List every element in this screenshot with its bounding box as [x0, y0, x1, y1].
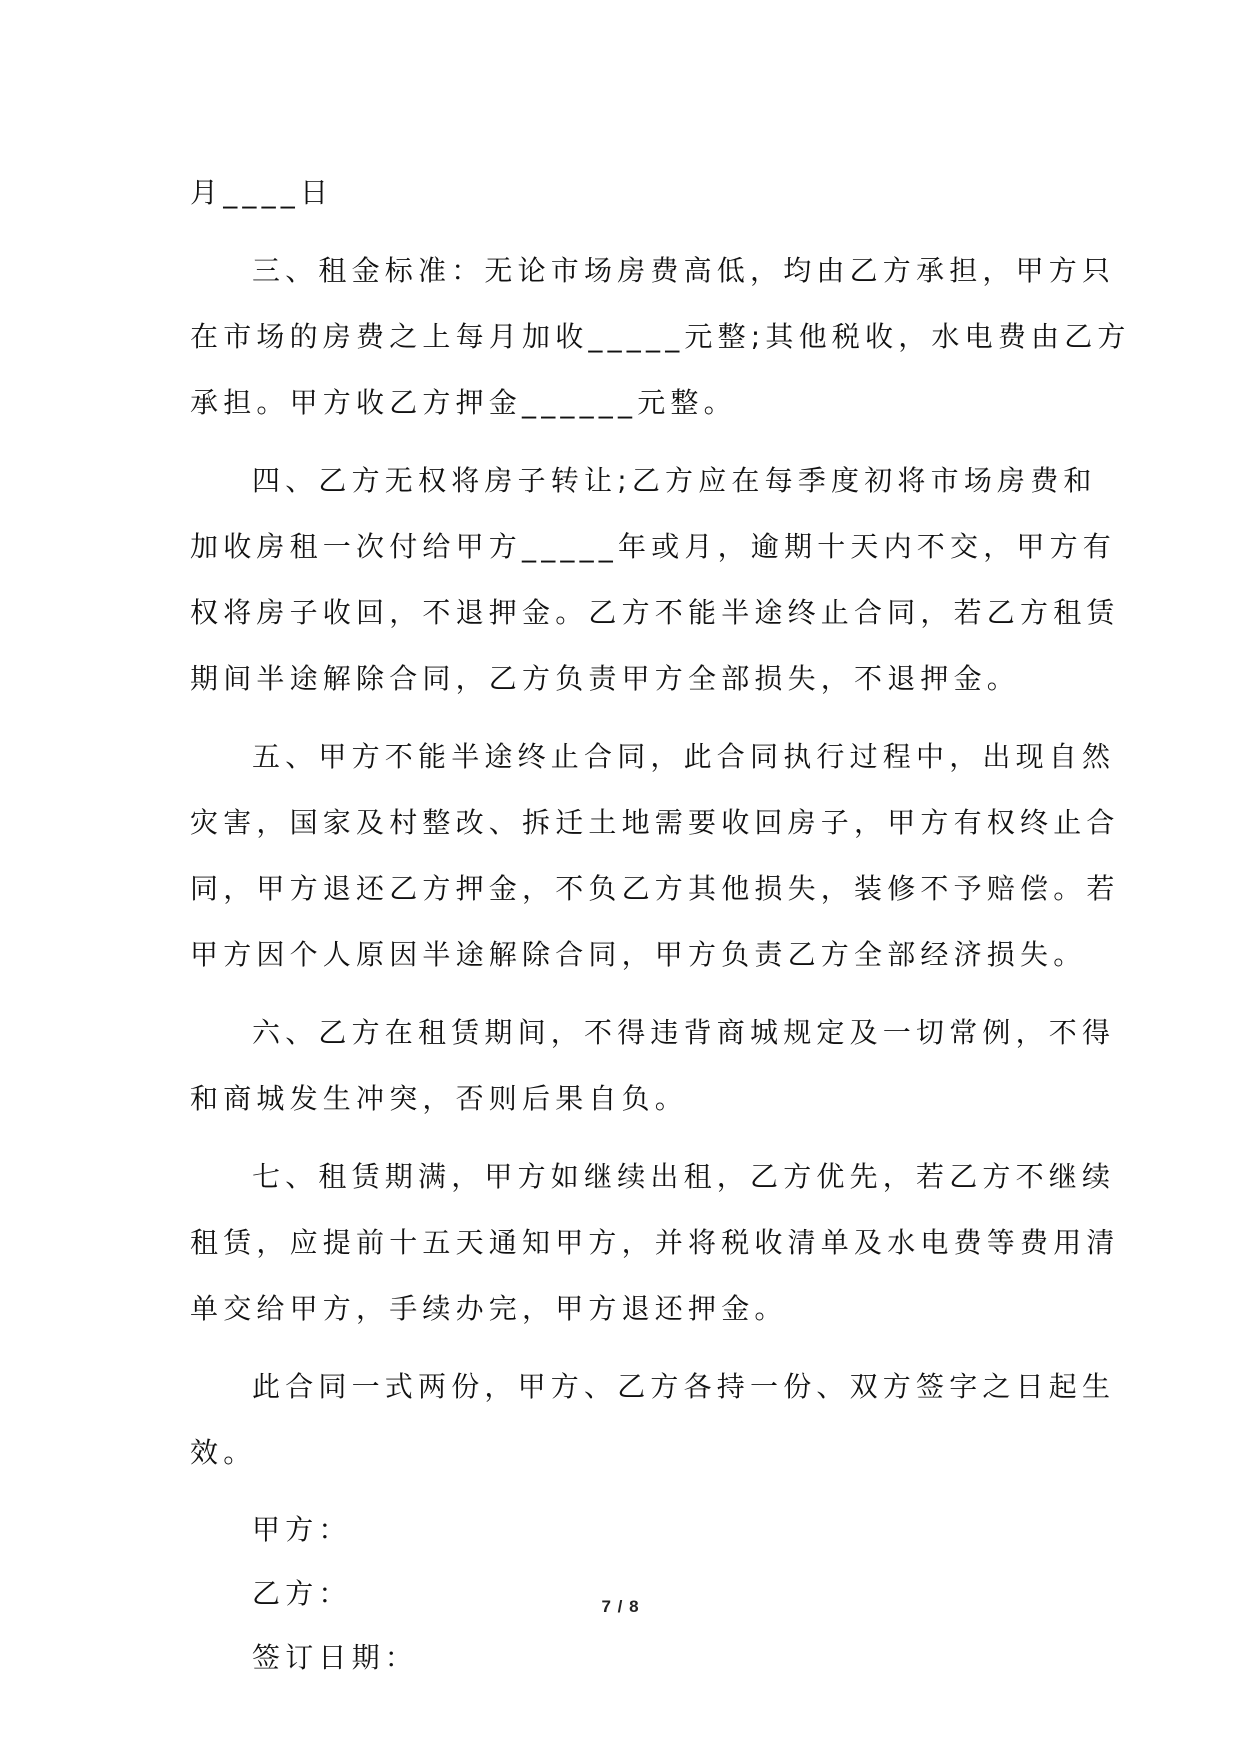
clause-4-line-2: 加收房租一次付给甲方_____年或月，逾期十天内不交，甲方有 — [190, 530, 1117, 563]
clause-5-line-3: 同，甲方退还乙方押金，不负乙方其他损失，装修不予赔偿。若 — [190, 872, 1120, 905]
contract-body — [190, 160, 1131, 1690]
clause-6-line-2: 和商城发生冲突，否则后果自负。 — [190, 1082, 689, 1115]
date-line-end: 月____日 — [190, 176, 334, 209]
clause-5-line-1: 五、甲方不能半途终止合同，此合同执行过程中，出现自然 — [252, 740, 1116, 773]
clause-4-line-3: 权将房子收回，不退押金。乙方不能半途终止合同，若乙方租赁 — [190, 596, 1120, 629]
clause-4-line-4: 期间半途解除合同，乙方负责甲方全部损失，不退押金。 — [190, 662, 1021, 695]
clause-5-line-2: 灾害，国家及村整改、拆迁土地需要收回房子，甲方有权终止合 — [190, 806, 1120, 839]
party-b-signature-label: 乙方： — [252, 1577, 352, 1610]
clause-7-line-1: 七、租赁期满，甲方如继续出租，乙方优先，若乙方不继续 — [252, 1160, 1116, 1193]
clause-7-line-2: 租赁，应提前十五天通知甲方，并将税收清单及水电费等费用清 — [190, 1226, 1120, 1259]
clause-3-line-3: 承担。甲方收乙方押金______元整。 — [190, 386, 737, 419]
party-a-signature-label: 甲方： — [252, 1513, 352, 1546]
clause-5-line-4: 甲方因个人原因半途解除合同，甲方负责乙方全部经济损失。 — [190, 938, 1087, 971]
copies-clause-line-1: 此合同一式两份，甲方、乙方各持一份、双方签字之日起生 — [252, 1370, 1116, 1403]
page-number: 7 / 8 — [601, 1597, 640, 1616]
clause-3-line-2: 在市场的房费之上每月加收_____元整;其他税收，水电费由乙方 — [190, 320, 1131, 353]
signing-date-label: 签订日期： — [252, 1641, 419, 1674]
clause-7-line-3: 单交给甲方，手续办完，甲方退还押金。 — [190, 1292, 788, 1325]
clause-6-line-1: 六、乙方在租赁期间，不得违背商城规定及一切常例，不得 — [252, 1016, 1116, 1049]
clause-3-line-1: 三、租金标准：无论市场房费高低，均由乙方承担，甲方只 — [252, 254, 1116, 287]
clause-4-line-1: 四、乙方无权将房子转让;乙方应在每季度初将市场房费和 — [252, 464, 1097, 497]
copies-clause-line-2: 效。 — [190, 1436, 257, 1469]
